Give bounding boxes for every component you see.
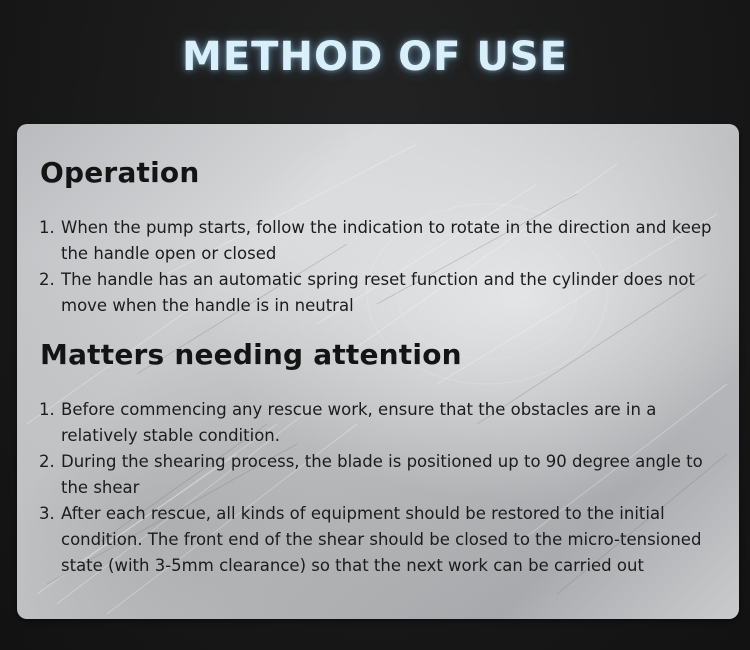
list-item-text: When the pump starts, follow the indication to rotate in the direction and keep the handle open or closed: [61, 218, 712, 263]
operation-heading: Operation: [40, 156, 200, 189]
page-title: METHOD OF USE: [182, 34, 568, 80]
attention-heading: Matters needing attention: [40, 338, 462, 371]
list-item-text: Before commencing any rescue work, ensure that the obstacles are in a relatively stable condition.: [61, 400, 657, 445]
list-item-number: 3.: [39, 504, 55, 523]
list-item: [39, 449, 724, 501]
list-item-number: 2.: [39, 452, 55, 471]
list-item-number: 1.: [39, 218, 55, 237]
list-item: [39, 267, 724, 319]
list-item-number: 2.: [39, 270, 55, 289]
list-item: [39, 397, 724, 449]
list-item-number: 1.: [39, 400, 55, 419]
list-item: [39, 215, 724, 267]
list-item-text: During the shearing process, the blade is positioned up to 90 degree angle to the shear: [61, 452, 703, 497]
attention-list: [39, 397, 724, 579]
list-item-text: After each rescue, all kinds of equipment should be restored to the initial condition. The front end of the shear should be closed to the micro-tensioned state (with 3-5mm clearance) so that the next work can be carried out: [61, 504, 702, 575]
operation-list: [39, 215, 724, 319]
list-item-text: The handle has an automatic spring reset function and the cylinder does not move when the handle is in neutral: [61, 270, 695, 315]
list-item: [39, 501, 724, 579]
instructions-panel: [17, 124, 739, 619]
